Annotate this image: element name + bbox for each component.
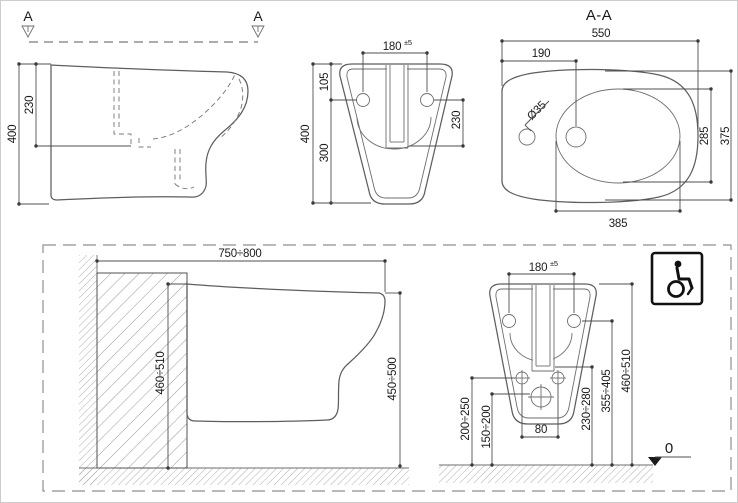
mounting-hole-left (357, 94, 370, 107)
dim-label-150-200: 150÷200 (481, 405, 493, 449)
dim-label-355-405: 355÷405 (601, 369, 613, 413)
mounting-hole-right (421, 94, 434, 107)
dim-install-drain-height (481, 392, 530, 466)
floor-hatch-right (439, 465, 653, 483)
dim-plan-285 (623, 87, 713, 183)
fixing-hole-right (550, 370, 566, 386)
dim-side-400 (7, 62, 51, 205)
dim-label-400-front: 400 (300, 124, 312, 144)
datum-label-0: 0 (664, 440, 674, 457)
mounting-hole-right-2 (568, 315, 581, 328)
dim-label-450-500: 450÷500 (387, 357, 399, 401)
bidet-side-profile (51, 65, 248, 200)
dim-install-fix-spacing (520, 385, 559, 439)
install-side-view (79, 248, 409, 485)
plan-title: A-A (585, 7, 613, 24)
dim-label-190: 190 (531, 48, 551, 60)
bidet-install-profile (187, 284, 385, 422)
dim-label-180-tolerance: ±5 (404, 38, 412, 47)
tap-hole (519, 129, 535, 145)
dim-label-285: 285 (699, 126, 711, 146)
dim-label-105: 105 (319, 72, 331, 92)
dim-label-400: 400 (7, 124, 19, 144)
dim-front-105-300 (319, 62, 357, 204)
section-marker-a-left: A (23, 8, 33, 24)
front-view (300, 38, 465, 205)
mounting-hole-left-2 (503, 315, 516, 328)
dim-label-230: 230 (24, 95, 36, 115)
drain-hole-2 (528, 384, 554, 410)
basin-rim (556, 89, 680, 183)
install-front-view (439, 253, 702, 483)
dim-label-460-510-front: 460÷510 (621, 349, 633, 393)
wall-hatch (79, 255, 97, 485)
dim-label-180-install-tolerance: ±5 (550, 259, 558, 268)
plan-view (500, 7, 732, 230)
dim-label-230-280: 230÷280 (581, 387, 593, 431)
floor-hatch-left (79, 468, 409, 485)
fixing-hole-left (514, 370, 530, 386)
dim-label-80: 80 (534, 424, 548, 436)
dim-label-550: 550 (591, 28, 611, 40)
dim-install-rim-height (385, 291, 402, 467)
section-marker-a-right: A (253, 8, 263, 24)
dim-label-385: 385 (608, 218, 628, 230)
bidet-technical-drawing (1, 1, 738, 503)
dim-label-300: 300 (319, 143, 331, 163)
dim-label-460-510-side: 460÷510 (155, 351, 167, 395)
dim-front-400 (300, 62, 371, 204)
drain-hole (566, 127, 586, 147)
dim-plan-tap-hole (525, 99, 549, 131)
dim-plan-385 (554, 141, 681, 230)
mounting-frame (97, 273, 187, 468)
side-view (7, 8, 264, 206)
wheelchair-icon (652, 253, 702, 304)
bidet-side-hidden-lines (114, 71, 243, 189)
dim-label-750-800: 750÷800 (218, 248, 262, 260)
section-cut-flag-right (252, 26, 264, 37)
dim-label-375: 375 (720, 126, 732, 146)
dim-label-180-install: 180 (528, 262, 548, 274)
dim-label-230-front: 230 (451, 110, 463, 130)
section-cut-flag-left (22, 26, 34, 37)
dim-label-200-250: 200÷250 (460, 397, 472, 441)
datum-level-marker (648, 440, 691, 466)
dim-label-180: 180 (382, 41, 402, 53)
dim-label-o35: Ø35 (525, 99, 549, 123)
dim-side-230 (24, 62, 131, 147)
